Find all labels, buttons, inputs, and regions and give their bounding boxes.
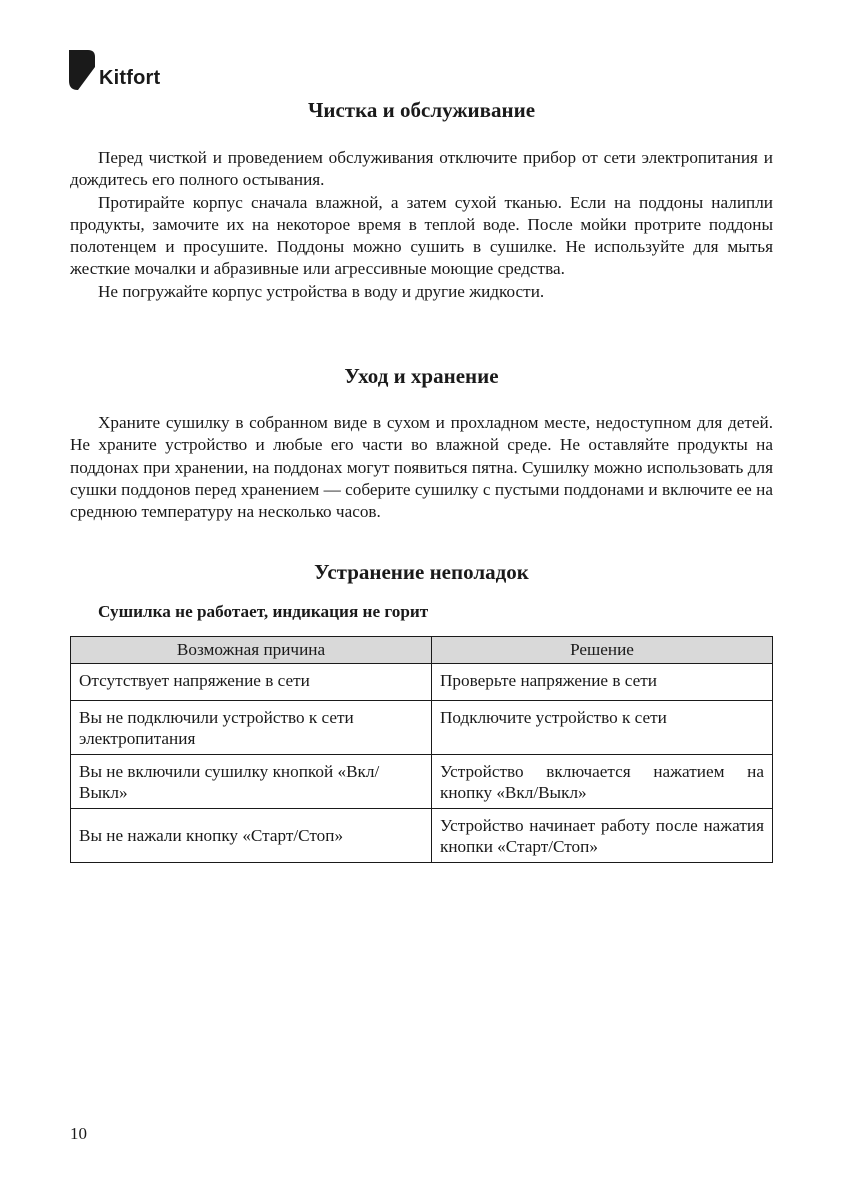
solution-cell: Устройство включается нажатием на кнопку «Вкл/Выкл» — [432, 754, 773, 808]
table-row — [71, 700, 773, 754]
brand-logo — [69, 50, 160, 90]
storage-paragraph: Храните сушилку в собранном виде в сухом и прохладном месте, недоступном для детей. Не храните устройство и любые его части во влажной среде. Не оставляйте продукты на поддонах при хранении, на поддонах могут появиться пятна. Сушилку можно использовать для сушки поддонов перед хранением — соберите сушилку с пустыми поддонами и включите ее на среднюю температуру на несколько часов. — [70, 413, 773, 522]
cleaning-paragraph: Перед чисткой и проведением обслуживания отключите прибор от сети электропитания и дождитесь его полного остывания. — [70, 148, 773, 190]
problem-heading: Сушилка не работает, индикация не горит — [98, 601, 429, 621]
solution-cell: Подключите устройство к сети — [432, 700, 773, 754]
cleaning-paragraph: Протирайте корпус сначала влажной, а затем сухой тканью. Если на поддоны налипли продукты, замочите их на некоторое время в теплой воде. После мойки протрите поддоны полотенцем и просушите. Поддоны можно сушить в сушилке. Не используйте для мытья жесткие мочалки и абразивные или агрессивные моющие средства. — [70, 192, 773, 279]
solution-cell: Проверьте напряжение в сети — [432, 663, 773, 700]
section-title-troubleshooting: Устранение неполадок — [314, 559, 529, 584]
table-row — [71, 808, 773, 862]
cause-cell: Вы не включили сушилку кнопкой «Вкл/Выкл» — [71, 754, 432, 808]
page-number: 10 — [70, 1124, 87, 1143]
section-title-storage: Уход и хранение — [344, 364, 499, 389]
cause-cell: Вы не нажали кнопку «Старт/Стоп» — [71, 808, 432, 862]
kitfort-logo-icon — [69, 50, 95, 90]
cause-cell: Отсутствует напряжение в сети — [71, 663, 432, 700]
brand-name: Kitfort — [99, 67, 161, 89]
cause-cell: Вы не подключили устройство к сети электропитания — [71, 700, 432, 754]
cleaning-body — [70, 147, 773, 303]
column-header-cause: Возможная причина — [71, 636, 432, 663]
cleaning-paragraph: Не погружайте корпус устройства в воду и другие жидкости. — [98, 281, 545, 301]
table-row — [71, 754, 773, 808]
page-content — [70, 92, 773, 863]
troubleshooting-table — [70, 636, 773, 863]
table-header-row — [71, 636, 773, 663]
column-header-solution: Решение — [432, 636, 773, 663]
storage-body — [70, 412, 773, 523]
section-title-cleaning: Чистка и обслуживание — [307, 98, 536, 122]
solution-cell: Устройство начинает работу после нажатия кнопки «Старт/Стоп» — [432, 808, 773, 862]
table-row — [71, 663, 773, 700]
